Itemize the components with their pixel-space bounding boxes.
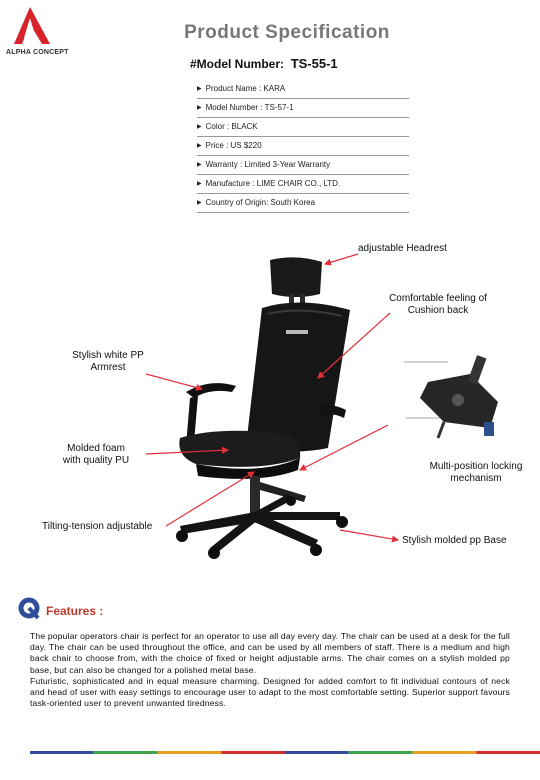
- mechanism-diagram: [398, 352, 508, 452]
- bullet-icon: ▶: [197, 124, 202, 130]
- spec-item: ▶ Country of Origin: South Korea: [197, 194, 409, 213]
- features-description: [30, 631, 510, 709]
- spec-item: ▶ Price : US $220: [197, 137, 409, 156]
- features-paragraph: The popular operators chair is perfect for an operator to use all day every day. The chair can be used at a desk for the full day. The chair can be used throughout the office, and can be used by all members of staff. There is a medium and high back chair to choose from, with the choice of fixed or height adjustable arms. The chair comes on a stylish molded pp base, but can also be changed for a polished metal base.: [30, 631, 510, 675]
- footer-color-segment: [158, 751, 222, 754]
- footer-color-bar: [30, 751, 540, 754]
- chair-caster: [336, 516, 348, 528]
- callout-mechanism: Multi-position locking mechanism: [429, 461, 523, 484]
- chair-caster: [310, 544, 322, 556]
- footer-color-segment: [476, 751, 540, 754]
- footer-color-segment: [285, 751, 349, 754]
- bullet-icon: ▶: [197, 181, 202, 187]
- spec-item: ▶ Product Name : KARA: [197, 80, 409, 99]
- bullet-icon: ▶: [197, 200, 202, 206]
- callout-tilt: Tilting-tension adjustable: [42, 521, 153, 532]
- chair-gas-lift: [250, 476, 260, 514]
- spec-list: [197, 80, 409, 213]
- features-icon: [18, 596, 44, 620]
- footer-color-segment: [30, 751, 94, 754]
- chair-headrest: [270, 257, 322, 297]
- footer-color-segment: [413, 751, 477, 754]
- chair-backrest: [246, 302, 350, 451]
- footer-color-segment: [221, 751, 285, 754]
- footer-color-segment: [94, 751, 158, 754]
- spec-item: ▶ Warranty : Limited 3-Year Warranty: [197, 156, 409, 175]
- chair-seat: [179, 431, 300, 467]
- bullet-icon: ▶: [197, 86, 202, 92]
- bullet-icon: ▶: [197, 162, 202, 168]
- spec-item: ▶ Manufacture : LIME CHAIR CO., LTD.: [197, 175, 409, 194]
- callout-armrest: Stylish white PP Armrest: [72, 350, 144, 373]
- chair-caster: [208, 547, 220, 559]
- brand-name: ALPHA CONCEPT: [6, 49, 69, 56]
- model-number-label: #Model Number:: [190, 57, 285, 71]
- callout-base: Stylish molded pp Base: [402, 535, 507, 546]
- callout-foam: Molded foam with quality PU: [62, 443, 130, 466]
- office-chair-image: [150, 250, 380, 560]
- model-number-value: TS-55-1: [290, 56, 338, 71]
- chair-caster: [286, 496, 296, 506]
- model-number-heading: [190, 56, 338, 71]
- chair-caster: [176, 530, 188, 542]
- spec-item: ▶ Color : BLACK: [197, 118, 409, 137]
- footer-color-segment: [349, 751, 413, 754]
- chair-logo-plate: [286, 330, 308, 334]
- callout-headrest: adjustable Headrest: [358, 243, 447, 254]
- features-paragraph: Futuristic, sophisticated and in equal measure charming. Designed for added comfort to fit individual contours of neck and head of user with easy settings to encourage user to adapt to the most comfortable setting. Superior support favours task-oriented user to prevent unwanted tiredness.: [30, 675, 510, 709]
- bullet-icon: ▶: [197, 143, 202, 149]
- page-title: Product Specification: [184, 22, 390, 43]
- spec-item: ▶ Model Number : TS-57-1: [197, 99, 409, 118]
- callout-cushion: Comfortable feeling of Cushion back: [389, 293, 487, 316]
- features-heading: Features :: [46, 604, 104, 618]
- bullet-icon: ▶: [197, 105, 202, 111]
